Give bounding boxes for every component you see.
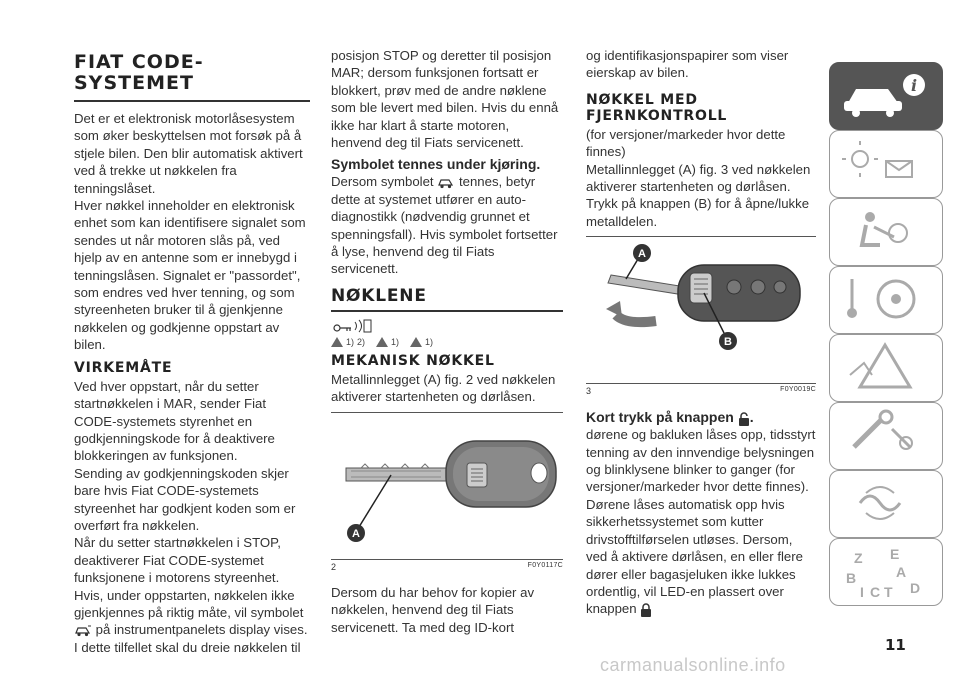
- airbag-icon: [830, 199, 940, 263]
- paragraph: Dersom du har behov for kopier av nøkkelen, henvend deg til Fiats servicenett. Ta med deg ID-kort: [331, 584, 535, 635]
- warning-icon: [376, 337, 388, 347]
- multimedia-icon: [830, 471, 940, 535]
- page-number: 11: [885, 636, 906, 654]
- mechanical-key-illustration: [331, 413, 563, 553]
- starting-driving-icon: [830, 267, 940, 331]
- paragraph: Når du setter startnøkkelen i STOP, deaktiverer Fiat CODE-systemet funksjonene i motorens styreenhet. Hvis, under oppstarten, nøkkelen ikke gjenkjennes på riktig måte, vil symbolet på instrumentpanelets display vises. I dette tilfellet skal du dreie nøkkelen til: [74, 535, 308, 655]
- svg-text:E: E: [890, 546, 900, 562]
- heading-mekanisk-nokkel: MEKANISK NØKKEL: [331, 352, 495, 369]
- tab-car-info[interactable]: [829, 62, 943, 130]
- tab-starting-driving[interactable]: [829, 266, 943, 334]
- paragraph: Metallinnlegget (A) fig. 2 ved nøkkelen aktiverer startenheten og dørlåsen.: [331, 371, 556, 405]
- tab-emergency[interactable]: [829, 334, 943, 402]
- warning-lights-icon: [830, 131, 940, 195]
- key-remote-icon: [331, 318, 373, 334]
- svg-text:T: T: [884, 584, 893, 600]
- svg-text:C: C: [870, 584, 881, 600]
- paragraph: posisjon STOP og deretter til posisjon MAR; dersom funksjonen fortsatt er blokkert, prøv med de andre nøklene som ble levert med bilen. Hvis du ennå ikke har klart å starte motoren, henvend deg til Fiats servicenett.: [331, 48, 559, 151]
- paragraph: Ved hver oppstart, når du setter startnøkkelen i MAR, sender Fiat CODE-systemets styrenhet en godkjenningskode for å deaktivere blokkeringen av funksjonen.: [74, 378, 275, 464]
- maintenance-icon: [830, 403, 940, 467]
- tab-multimedia[interactable]: [829, 470, 943, 538]
- figure-2: [331, 413, 563, 553]
- figure-bottom-rule: [586, 383, 816, 384]
- label-a: A: [638, 248, 646, 261]
- fiat-code-car-icon: [74, 625, 92, 637]
- svg-text:D: D: [910, 580, 921, 596]
- paragraph: Sending av godkjenningskoden skjer bare hvis Fiat CODE-systemets styreenhet har godkjent koden som er overført fra nøkkelen.: [74, 465, 296, 533]
- column-2: [331, 47, 563, 636]
- paragraph: og identifikasjonspapirer som viser eierskap av bilen.: [586, 48, 789, 81]
- subheading-symbol: Symbolet tennes under kjøring.: [331, 156, 541, 173]
- svg-text:i: i: [910, 76, 918, 95]
- emergency-icon: [830, 335, 940, 399]
- svg-text:B: B: [846, 570, 857, 586]
- tab-warning-lights[interactable]: [829, 130, 943, 198]
- car-info-icon: [830, 63, 940, 127]
- figure-bottom-rule: [331, 559, 563, 560]
- tab-safety[interactable]: [829, 198, 943, 266]
- warning-icon: [331, 337, 343, 347]
- paragraph: dørene og bakluken låses opp, tidsstyrt tenning av den innvendige belysningen og blinklysene blinker to ganger (for versjoner/markeder hvor dette finnes). Dørene låses automatisk opp hvis sikkerhetssystemet som kutter drivstofftilførselen utløses. Dersom, ved å aktivere dørlåsen, en eller flere dører eller bagasjeluken ikke lukkes ordentlig, vil LED-en plassert over knappen: [586, 427, 816, 617]
- heading-virkemate: VIRKEMÅTE: [74, 359, 173, 376]
- figure-number: 3: [586, 386, 592, 397]
- unlock-icon: [738, 412, 750, 426]
- figure-caption: [586, 386, 816, 396]
- tab-index[interactable]: [829, 538, 943, 606]
- heading-nokler: NØKLENE: [331, 286, 563, 312]
- paragraph: (for versjoner/markeder hvor dette finnes): [586, 126, 786, 160]
- paragraph: Dersom symbolet tennes, betyr dette at systemet utfører en auto-diagnostikk (nødvendig grunnet et spenningsfall). Hvis symbolet fortsetter å lyse, henvend deg til Fiats servicenett.: [331, 174, 558, 277]
- watermark: carmanualsonline.info: [600, 655, 786, 675]
- figure-3: [586, 237, 816, 377]
- remote-key-illustration: [586, 237, 816, 377]
- figure-code: F0Y0019C: [780, 386, 816, 394]
- intro-paragraph: Det er et elektronisk motorlåsesystem som øker beskyttelsen mot forsøk på å stjele bilen. Den blir automatisk aktivert ved å trekke ut nøkkelen fra tenningslåset.: [74, 111, 303, 196]
- key-symbols-row: [331, 318, 563, 334]
- column-3: [586, 47, 816, 618]
- section-title: FIAT CODE- SYSTEMET: [74, 52, 310, 102]
- label-b: B: [724, 336, 732, 349]
- warning-icon: [410, 337, 422, 347]
- lock-icon: [640, 603, 652, 617]
- figure-caption: [331, 562, 563, 572]
- paragraph: Metallinnlegget (A) fig. 3 ved nøkkelen aktiverer startenheten og dørlåsen. Trykk på knappen (B) for å åpne/lukke metalldelen.: [586, 161, 811, 229]
- fiat-code-car-icon: [437, 177, 455, 189]
- subheading-short-press: Kort trykk på knappen .: [586, 409, 754, 426]
- tab-maintenance[interactable]: [829, 402, 943, 470]
- svg-text:Z: Z: [854, 550, 863, 566]
- index-icon: [830, 539, 940, 603]
- figure-code: F0Y0117C: [527, 561, 563, 569]
- paragraph: Hver nøkkel inneholder en elektronisk enhet som kan identifisere signalet som sendes ut når motoren slås på, ved hjelp av en antenne som er innebygd i tenningslåsen. Signalet er "passordet", som endres ved hver tenning, og som styreenheten bruker til å gjenkjenne nøkkelen og godkjenne oppstart av bilen.: [74, 198, 306, 353]
- warning-refs-row: 1) 2) 1) 1): [331, 337, 563, 347]
- svg-text:I: I: [860, 584, 864, 600]
- column-1: [74, 0, 310, 656]
- label-a: A: [352, 527, 360, 540]
- heading-remote-key: NØKKEL MED FJERNKONTROLL: [586, 91, 728, 124]
- figure-number: 2: [331, 561, 337, 572]
- svg-text:A: A: [896, 564, 907, 580]
